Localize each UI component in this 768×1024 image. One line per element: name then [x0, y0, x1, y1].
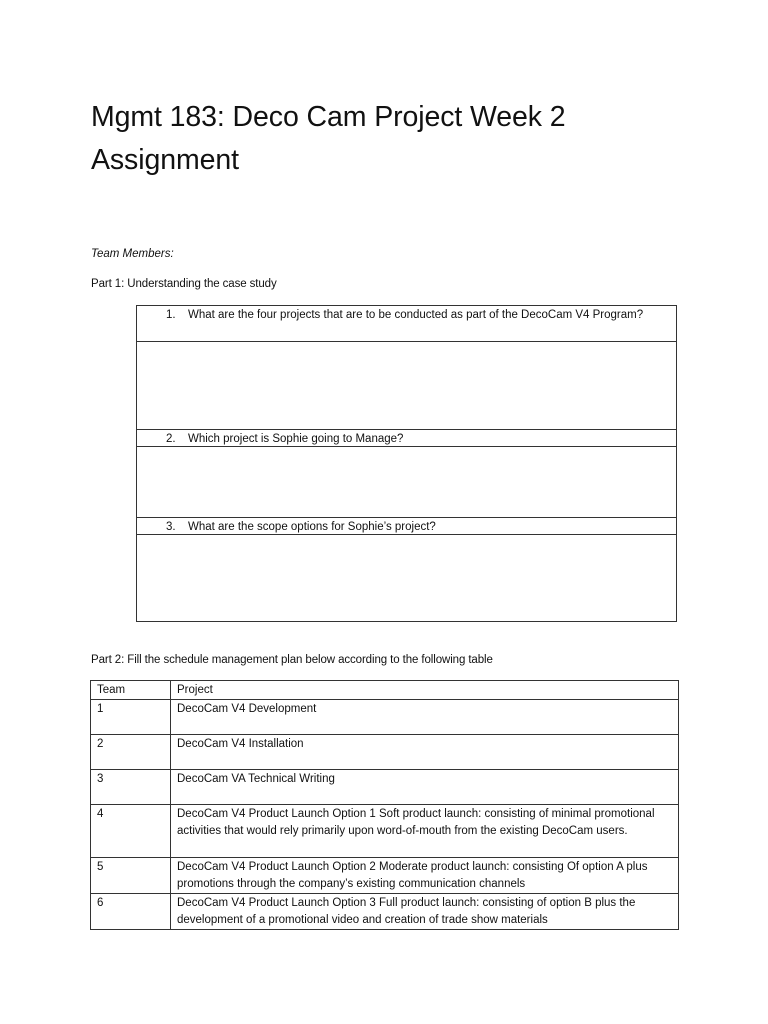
- column-header-project: Project: [171, 681, 679, 700]
- team-cell: 5: [91, 858, 171, 894]
- question-text: Which project is Sophie going to Manage?: [188, 433, 404, 445]
- project-cell: DecoCam V4 Product Launch Option 1 Soft product launch: consisting of minimal promotional activities that would rely primarily upon word-of-mouth from the existing DecoCam users.: [171, 805, 679, 858]
- project-cell: DecoCam V4 Product Launch Option 3 Full product launch: consisting of option B plus the development of a promotional video and creation of trade show materials: [171, 894, 679, 930]
- question-text: What are the four projects that are to be conducted as part of the DecoCam V4 Program?: [188, 309, 644, 321]
- project-cell: DecoCam V4 Installation: [171, 735, 679, 770]
- table-row: [91, 858, 679, 894]
- table-row: [91, 700, 679, 735]
- document-title: Mgmt 183: Deco Cam Project Week 2 Assignment: [91, 101, 566, 176]
- answer-area-2[interactable]: [137, 447, 676, 518]
- team-cell: 2: [91, 735, 171, 770]
- table-row: [91, 805, 679, 858]
- question-row-3: [137, 518, 676, 535]
- table-row: [91, 894, 679, 930]
- table-row: [91, 735, 679, 770]
- team-members-label: Team Members:: [91, 248, 174, 260]
- project-cell: DecoCam V4 Development: [171, 700, 679, 735]
- team-cell: 3: [91, 770, 171, 805]
- question-row-2: [137, 430, 676, 447]
- team-project-table: [90, 680, 679, 930]
- question-text: What are the scope options for Sophie’s project?: [188, 521, 436, 533]
- answer-area-3[interactable]: [137, 535, 676, 621]
- team-cell: 6: [91, 894, 171, 930]
- team-cell: 1: [91, 700, 171, 735]
- table-row: [91, 770, 679, 805]
- project-cell: DecoCam VA Technical Writing: [171, 770, 679, 805]
- project-cell: DecoCam V4 Product Launch Option 2 Moderate product launch: consisting Of option A plus promotions through the company’s existing communication channels: [171, 858, 679, 894]
- column-header-team: Team: [91, 681, 171, 700]
- question-number: 2.: [166, 433, 176, 445]
- question-row-1: [137, 306, 676, 342]
- part2-heading: Part 2: Fill the schedule management plan below according to the following table: [91, 654, 493, 666]
- question-number: 3.: [166, 521, 176, 533]
- team-cell: 4: [91, 805, 171, 858]
- question-number: 1.: [166, 309, 176, 321]
- part1-heading: Part 1: Understanding the case study: [91, 278, 277, 290]
- answer-area-1[interactable]: [137, 342, 676, 430]
- part1-question-box: [136, 305, 677, 622]
- table-header-row: [91, 681, 679, 700]
